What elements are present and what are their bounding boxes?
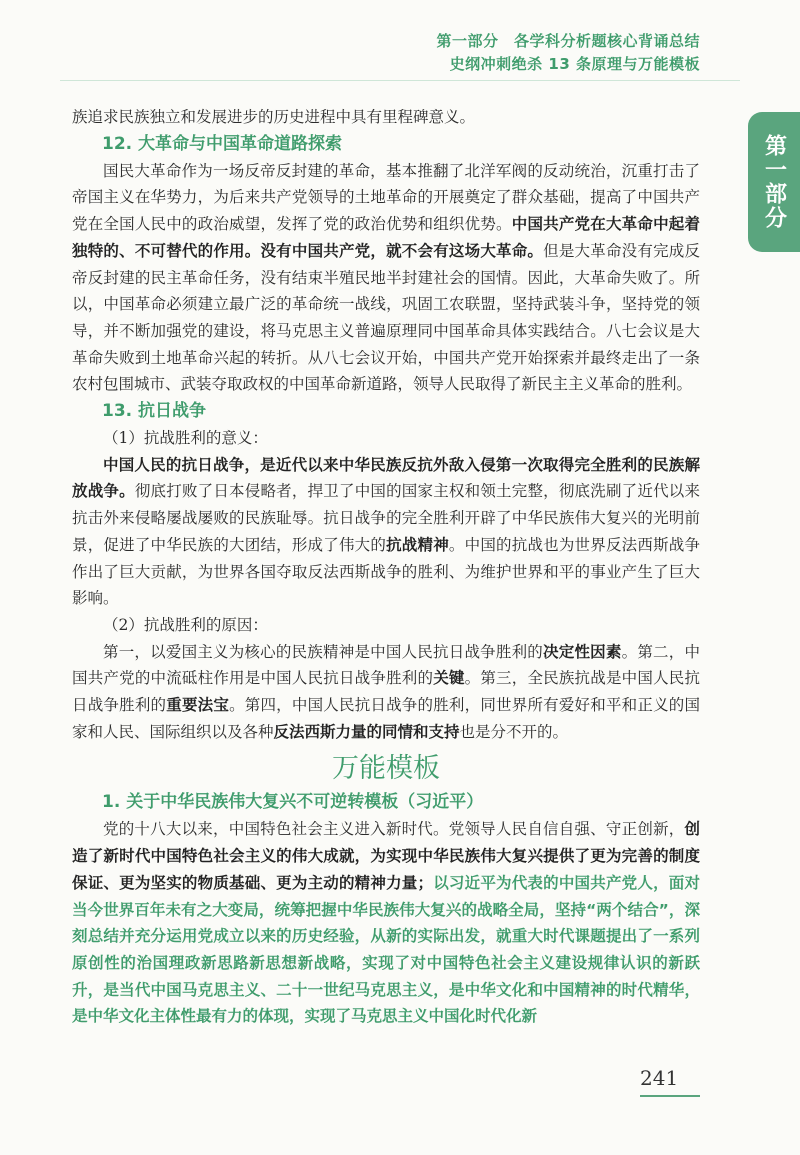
section-13-emphasis-2: 抗战精神 <box>386 535 449 554</box>
page-body <box>72 104 700 1030</box>
section-12-emphasis: 中国共产党在大革命中起着独特的、不可替代的作用。没有中国共产党，就不会有这场大革命。 <box>72 215 700 260</box>
template-1-paragraph <box>72 816 700 1030</box>
section-13-text-e: 第一，以爱国主义为核心的民族精神是中国人民抗日战争胜利的 <box>103 642 544 661</box>
section-12-text-c: 但是大革命没有完成反帝反封建的民主革命任务，没有结束半殖民地半封建社会的国情。因此，大革命失败了。所以，中国革命必须建立最广泛的革命统一战线，巩固工农联盟，坚持武装斗争，坚持党的领导，并不断加强党的建设，将马克思主义普遍原理同中国革命具体实践结合。八七会议是大革命失败到土地革命兴起的转折。从八七会议开始，中国共产党开始探索并最终走出了一条农村包围城市、武装夺取政权的中国革命新道路，领导人民取得了新民主主义革命的胜利。 <box>72 241 700 394</box>
intro-paragraph: 族追求民族独立和发展进步的历史进程中具有里程碑意义。 <box>72 108 476 126</box>
section-13-text-d: 。中国的抗战也为世界反法西斯战争作出了巨大贡献，为世界各国夺取反法西斯战争的胜利、为维护世界和平的事业产生了巨大影响。 <box>72 535 700 608</box>
section-13-text-m: 也是分不开的。 <box>459 722 569 741</box>
section-13-subheading-2: （2）抗战胜利的原因： <box>103 615 268 634</box>
template-1-heading: 1. 关于中华民族伟大复兴不可逆转模板（习近平） <box>102 792 484 813</box>
section-12-heading: 12. 大革命与中国革命道路探索 <box>102 133 343 154</box>
section-13-paragraph-1 <box>72 452 700 612</box>
header-divider <box>60 80 740 81</box>
section-13-emphasis-6: 反法西斯力量的同情和支持 <box>273 722 460 741</box>
page-number-underline <box>640 1095 700 1097</box>
section-13-subheading-1: （1）抗战胜利的意义： <box>103 429 268 448</box>
part-side-tab <box>748 112 800 252</box>
side-tab-label: 第一部分 <box>761 134 787 230</box>
section-13-heading: 13. 抗日战争 <box>102 401 207 422</box>
template-1-text-a: 党的十八大以来，中国特色社会主义进入新时代。党领导人民自信自强、守正创新， <box>103 820 685 839</box>
section-13-text-g: 。第二，中国共产党的中流砥柱作用是中国人民抗日战争胜利的 <box>72 642 700 688</box>
header-section-title: 史纲冲刺绝杀 13 条原理与万能模板 <box>449 55 700 73</box>
section-13-text-b: 彻底打败了日本侵略者，捍卫了中国的国家主权和领土完整，彻底洗刷了近代以来抗击外来侵略屡战屡败的民族耻辱。抗日战争的完全胜利开辟了中华民族伟大复兴的光明前景，促进了中华民族的大团结，形成了伟大的 <box>72 482 700 554</box>
section-13-emphasis-3: 决定性因素 <box>543 642 622 661</box>
section-12-text-a: 国民大革命作为一场反帝反封建的革命，基本推翻了北洋军阀的反动统治，沉重打击了帝国主义在华势力，为后来共产党领导的土地革命的开展奠定了群众基础，提高了中国共产党在全国人民中的政治威望，发挥了党的政治优势和组织优势。 <box>72 161 700 234</box>
page-number: 241 <box>640 1066 679 1090</box>
page-header <box>0 0 800 90</box>
section-13-emphasis-4: 关键 <box>433 669 465 688</box>
section-13-paragraph-2 <box>72 639 700 746</box>
section-13-text-i: 。第三，全民族抗战是中国人民抗日战争胜利的 <box>72 669 700 715</box>
section-13-text-k: 。第四，中国人民抗日战争的胜利，同世界所有爱好和平和正义的国家和人民、国际组织以及各种 <box>72 696 700 741</box>
template-1-green-text: 以习近平为代表的中国共产党人，面对当今世界百年未有之大变局，统筹把握中华民族伟大复兴的战略全局，坚持“两个结合”，深刻总结并充分运用党成立以来的历史经验，从新的实际出发，就重大时代课题提出了一系列原创性的治国理政新思路新思想新战略，实现了对中国特色社会主义建设规律认识的新跃升，是当代中国马克思主义、二十一世纪马克思主义，是中华文化和中国精神的时代精华，是中华文化主体性最有力的体现，实现了马克思主义中国化时代化新 <box>72 873 700 1026</box>
section-13-emphasis-1: 中国人民的抗日战争，是近代以来中华民族反抗外敌入侵第一次取得完全胜利的民族解放战争。 <box>72 455 700 501</box>
template-1-emphasis: 创造了新时代中国特色社会主义的伟大成就，为实现中华民族伟大复兴提供了更为完善的制度保证、更为坚实的物质基础、更为主动的精神力量； <box>72 820 700 892</box>
section-12-paragraph <box>72 158 700 398</box>
header-part-title: 第一部分 各学科分析题核心背诵总结 <box>436 32 700 50</box>
templates-title: 万能模板 <box>332 753 440 785</box>
section-13-emphasis-5: 重要法宝 <box>166 696 230 715</box>
